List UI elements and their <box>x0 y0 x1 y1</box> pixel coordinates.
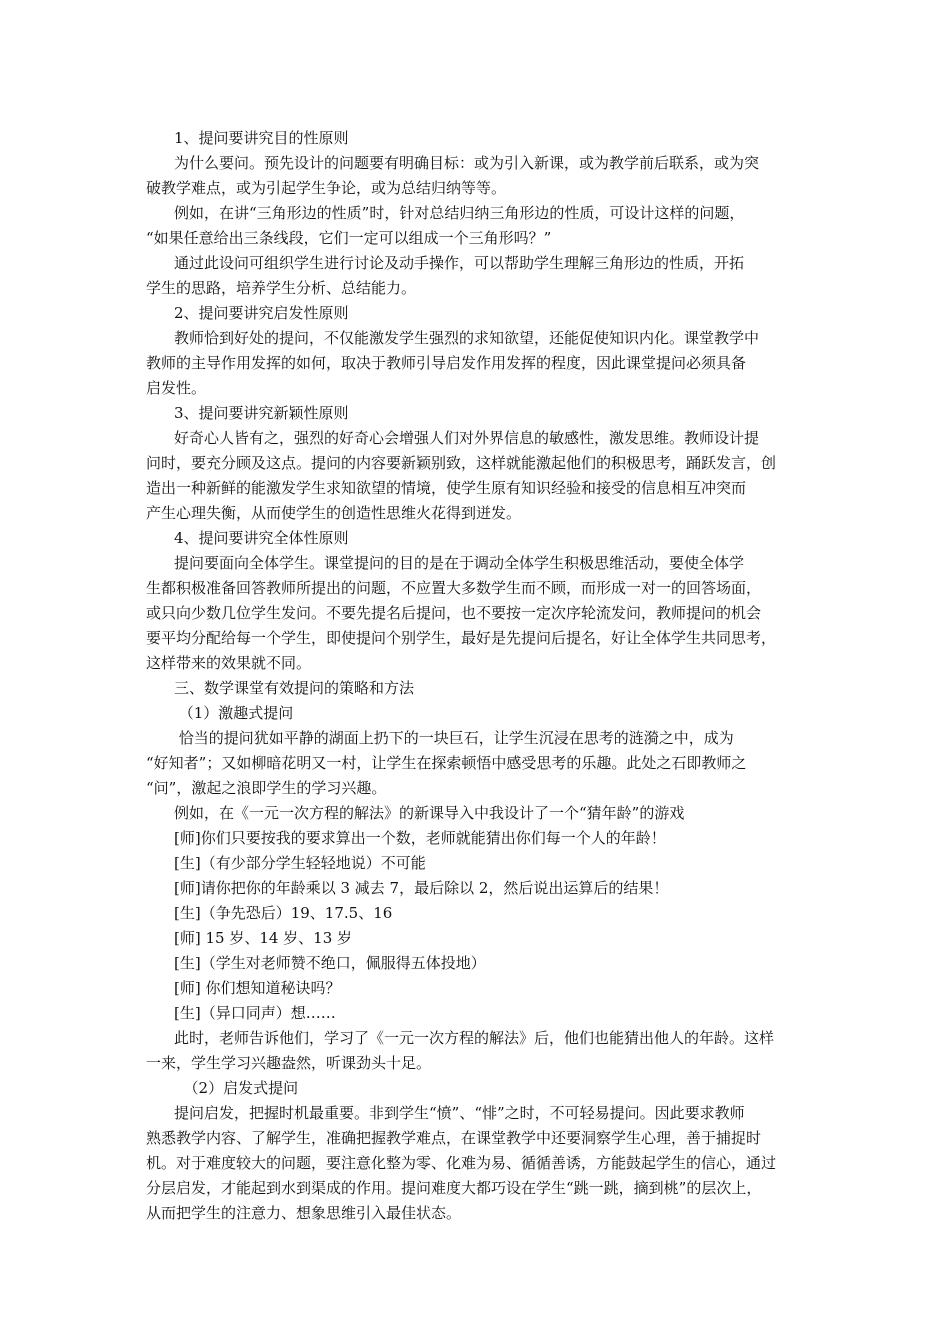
text-line: 破教学难点，或为引起学生争论，或为总结归纳等等。 <box>146 179 507 197</box>
text-line: [生]（争先恐后）19、17.5、16 <box>174 904 393 922</box>
text-line: [师] 15 岁、14 岁、13 岁 <box>174 929 353 947</box>
text-line: 提问要面向全体学生。课堂提问的目的是在于调动全体学生积极思维活动，要使全体学 <box>174 554 745 572</box>
text-line: 这样带来的效果就不同。 <box>146 654 312 672</box>
text-line: 提问启发，把握时机最重要。非到学生“愤”、“悱”之时，不可轻易提问。因此要求教师 <box>174 1104 745 1122</box>
text-line: [师]你们只要按我的要求算出一个数，老师就能猜出你们每一个人的年龄！ <box>174 829 666 847</box>
text-line: 分层启发，才能起到水到渠成的作用。提问难度大都巧设在学生“跳一跳，摘到桃”的层次上， <box>146 1179 762 1197</box>
text-line: 例如，在《一元一次方程的解法》的新课导入中我设计了一个“猜年龄”的游戏 <box>174 804 685 822</box>
text-line: [生]（有少部分学生轻轻地说）不可能 <box>174 854 426 872</box>
text-line: 或只向少数几位学生发问。不要先提名后提问，也不要按一定次序轮流发问，教师提问的机会 <box>146 604 762 622</box>
text-line: 教师恰到好处的提问，不仅能激发学生强烈的求知欲望，还能促使知识内化。课堂教学中 <box>174 329 760 347</box>
text-line: 4、提问要讲究全体性原则 <box>174 529 349 547</box>
text-line: 问时，要充分顾及这点。提问的内容要新颖别致，这样就能激起他们的积极思考，踊跃发言，创 <box>146 454 777 472</box>
text-line: [师]请你把你的年龄乘以 3 减去 7，最后除以 2，然后说出运算后的结果！ <box>174 879 669 897</box>
text-line: 从而把学生的注意力、想象思维引入最佳状态。 <box>146 1204 462 1222</box>
text-line: 1、提问要讲究目的性原则 <box>174 129 349 147</box>
text-line: 教师的主导作用发挥的如何，取决于教师引导启发作用发挥的程度，因此课堂提问必须具备 <box>146 354 747 372</box>
text-line: 好奇心人皆有之，强烈的好奇心会增强人们对外界信息的敏感性，激发思维。教师设计提 <box>174 429 760 447</box>
text-line: 一来，学生学习兴趣盎然，听课劲头十足。 <box>146 1054 432 1072</box>
text-line: （2）启发式提问 <box>174 1079 299 1097</box>
text-line: 造出一种新鲜的能激发学生求知欲望的情境，使学生原有知识经验和接受的信息相互冲突而 <box>146 479 747 497</box>
text-line: 要平均分配给每一个学生，即使提问个别学生，最好是先提问后提名，好让全体学生共同思考， <box>146 629 777 647</box>
text-line: [生]（异口同声）想…… <box>174 1004 336 1022</box>
text-line: 生都积极准备回答教师所提出的问题，不应置大多数学生而不顾，而形成一对一的回答场面， <box>146 579 762 597</box>
text-line: 2、提问要讲究启发性原则 <box>174 304 349 322</box>
text-line: 产生心理失衡，从而使学生的创造性思维火花得到迸发。 <box>146 504 522 522</box>
document-body <box>146 126 818 1226</box>
text-line: “问”，激起之浪即学生的学习兴趣。 <box>146 779 387 797</box>
text-line: [生]（学生对老师赞不绝口，佩服得五体投地） <box>174 954 486 972</box>
text-line: 此时，老师告诉他们，学习了《一元一次方程的解法》后，他们也能猜出他人的年龄。这样 <box>174 1029 775 1047</box>
text-line: [师] 你们想知道秘诀吗？ <box>174 979 341 997</box>
text-line: 学生的思路，培养学生分析、总结能力。 <box>146 279 417 297</box>
text-line: 熟悉教学内容、了解学生，准确把握教学难点，在课堂教学中还要洞察学生心理，善于捕捉时 <box>146 1129 762 1147</box>
text-line: （1）激趣式提问 <box>174 704 294 722</box>
text-line: “如果任意给出三条线段，它们一定可以组成一个三角形吗？” <box>146 229 552 247</box>
text-line: “好知者”；又如柳暗花明又一村，让学生在探索顿悟中感受思考的乐趣。此处之石即教师之 <box>146 754 747 772</box>
text-line: 启发性。 <box>146 379 207 397</box>
text-line: 机。对于难度较大的问题，要注意化整为零、化难为易、循循善诱，方能鼓起学生的信心，通过 <box>146 1154 777 1172</box>
text-line: 例如，在讲“三角形边的性质”时，针对总结归纳三角形边的性质，可设计这样的问题， <box>174 204 745 222</box>
text-line: 通过此设问可组织学生进行讨论及动手操作，可以帮助学生理解三角形边的性质，开拓 <box>174 254 745 272</box>
text-line: 3、提问要讲究新颖性原则 <box>174 404 349 422</box>
text-line: 三、数学课堂有效提问的策略和方法 <box>174 679 415 697</box>
text-line: 为什么要问。预先设计的问题要有明确目标：或为引入新课，或为教学前后联系，或为突 <box>174 154 760 172</box>
text-line: 恰当的提问犹如平静的湖面上扔下的一块巨石，让学生沉浸在思考的涟漪之中，成为 <box>174 729 734 747</box>
